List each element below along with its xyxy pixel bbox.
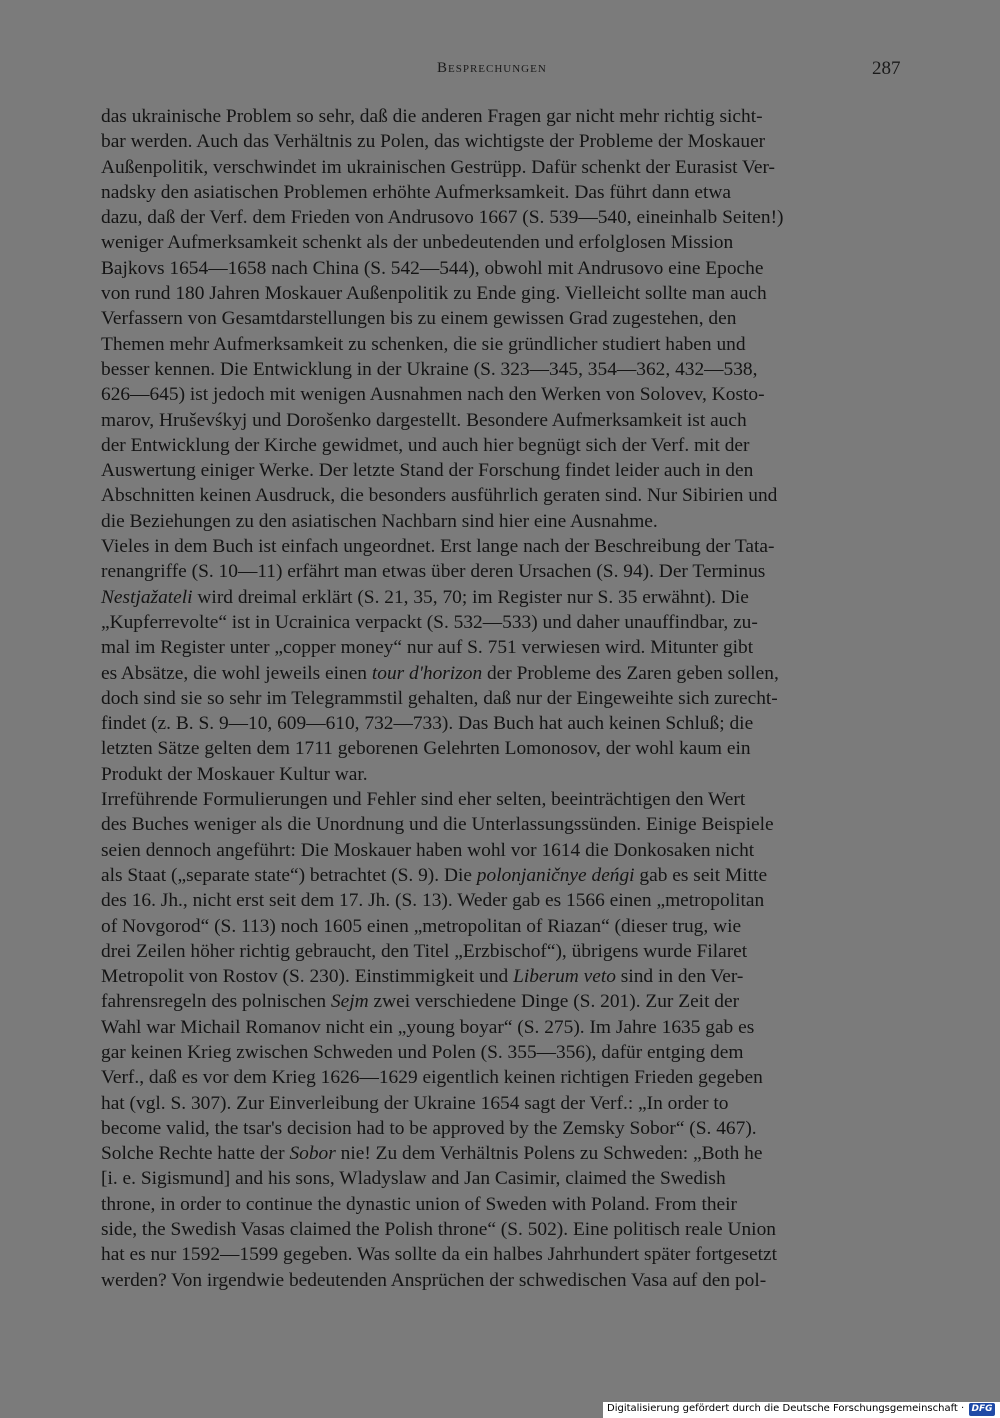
text-line: die Beziehungen zu den asiatischen Nachbarn sind hier eine Ausnahme.: [101, 510, 658, 532]
digitization-credit: Digitalisierung gefördert durch die Deutsche Forschungsgemeinschaft ·: [607, 1403, 965, 1414]
running-head: [0, 58, 1000, 84]
text-line: des 16. Jh., nicht erst seit dem 17. Jh. (S. 13). Weder gab es 1566 einen „metropolitan: [101, 890, 765, 912]
text-line: bar werden. Auch das Verhältnis zu Polen, das wichtigste der Probleme der Moskauer: [101, 131, 766, 153]
text-line: Produkt der Moskauer Kultur war.: [101, 763, 368, 785]
page-number: 287: [872, 58, 901, 79]
text-line: Solche Rechte hatte der Sobor nie! Zu dem Verhältnis Polens zu Schweden: „Both he: [101, 1143, 763, 1165]
text-line: hat es nur 1592—1599 gegeben. Was sollte da ein halbes Jahrhundert später fortgesetzt: [101, 1244, 778, 1266]
text-line: das ukrainische Problem so sehr, daß die anderen Fragen gar nicht mehr richtig sicht-: [101, 106, 763, 127]
text-line: weniger Aufmerksamkeit schenkt als der unbedeutenden und erfolglosen Mission: [101, 232, 734, 254]
text-line: fahrensregeln des polnischen Sejm zwei verschiedene Dinge (S. 201). Zur Zeit der: [101, 991, 740, 1013]
text-line: seien dennoch angeführt: Die Moskauer haben wohl vor 1614 die Donkosaken nicht: [101, 839, 755, 861]
text-line: nadsky den asiatischen Problemen erhöhte Aufmerksamkeit. Das führt dann etwa: [101, 181, 732, 203]
text-line: doch sind sie so sehr im Telegrammstil gehalten, daß nur der Eingeweihte sich zurecht-: [101, 687, 778, 709]
text-line: findet (z. B. S. 9—10, 609—610, 732—733). Das Buch hat auch keinen Schluß; die: [101, 713, 754, 735]
text-line: Vieles in dem Buch ist einfach ungeordnet. Erst lange nach der Beschreibung der Tata-: [101, 536, 775, 558]
text-line: letzten Sätze gelten dem 1711 geborenen Gelehrten Lomonosov, der wohl kaum ein: [101, 738, 751, 760]
text-line: „Kupferrevolte“ ist in Ucrainica verpackt (S. 532—533) und daher unauffindbar, zu-: [101, 611, 758, 633]
text-line: von rund 180 Jahren Moskauer Außenpolitik zu Ende ging. Vielleicht sollte man auch: [101, 283, 767, 305]
text-line: Irreführende Formulierungen und Fehler sind eher selten, beeinträchtigen den Wert: [101, 789, 746, 811]
body-text: [101, 104, 910, 1293]
text-line: Abschnitten keinen Ausdruck, die besonders ausführlich geraten sind. Nur Sibirien und: [101, 485, 778, 507]
text-line: dazu, daß der Verf. dem Frieden von Andrusovo 1667 (S. 539—540, eineinhalb Seiten!): [101, 207, 784, 229]
text-line: 626—645) ist jedoch mit wenigen Ausnahmen nach den Werken von Solovev, Kosto-: [101, 384, 765, 406]
text-line: marov, Hruševśkyj und Dorošenko dargestellt. Besondere Aufmerksamkeit ist auch: [101, 409, 747, 431]
text-line: throne, in order to continue the dynastic union of Sweden with Poland. From their: [101, 1193, 738, 1215]
text-line: es Absätze, die wohl jeweils einen tour d'horizon der Probleme des Zaren geben sollen,: [101, 662, 779, 684]
text-line: of Novgorod“ (S. 113) noch 1605 einen „metropolitan of Riazan“ (dieser trug, wie: [101, 915, 742, 937]
text-line: Wahl war Michail Romanov nicht ein „young boyar“ (S. 275). Im Jahre 1635 gab es: [101, 1016, 755, 1038]
text-line: Themen mehr Aufmerksamkeit zu schenken, die sie gründlicher studiert haben und: [101, 333, 746, 355]
text-line: mal im Register unter „copper money“ nur auf S. 751 verwiesen wird. Mitunter gibt: [101, 637, 754, 659]
text-line: Auswertung einiger Werke. Der letzte Stand der Forschung findet leider auch in den: [101, 460, 754, 482]
text-line: Verf., daß es vor dem Krieg 1626—1629 eigentlich keinen richtigen Frieden gegeben: [101, 1067, 763, 1089]
running-title: Besprechungen: [437, 60, 547, 76]
text-line: des Buches weniger als die Unordnung und die Unterlassungssünden. Einige Beispiele: [101, 814, 774, 836]
text-line: Bajkovs 1654—1658 nach China (S. 542—544), obwohl mit Andrusovo eine Epoche: [101, 257, 764, 279]
text-line: werden? Von irgendwie bedeutenden Ansprüchen der schwedischen Vasa auf den pol-: [101, 1269, 767, 1291]
text-line: Außenpolitik, verschwindet im ukrainischen Gestrüpp. Dafür schenkt der Eurasist Ver-: [101, 156, 775, 178]
dfg-logo: DFG: [969, 1403, 995, 1416]
text-line: renangriffe (S. 10—11) erfährt man etwas über deren Ursachen (S. 94). Der Terminus: [101, 561, 766, 583]
text-line: als Staat („separate state“) betrachtet (S. 9). Die polonjaničnye deńgi gab es seit Mitte: [101, 864, 768, 886]
text-line: der Entwicklung der Kirche gewidmet, und auch hier begnügt sich der Verf. mit der: [101, 434, 750, 456]
text-line: besser kennen. Die Entwicklung in der Ukraine (S. 323—345, 354—362, 432—538,: [101, 358, 758, 380]
digitization-credit-bar: [603, 1402, 1000, 1418]
text-line: drei Zeilen höher richtig gebraucht, den Titel „Erzbischof“), übrigens wurde Filaret: [101, 940, 748, 962]
text-line: hat (vgl. S. 307). Zur Einverleibung der Ukraine 1654 sagt der Verf.: „In order to: [101, 1092, 729, 1114]
text-line: gar keinen Krieg zwischen Schweden und Polen (S. 355—356), dafür entging dem: [101, 1041, 744, 1063]
text-line: become valid, the tsar's decision had to be approved by the Zemsky Sobor“ (S. 467).: [101, 1117, 757, 1139]
text-line: Verfassern von Gesamtdarstellungen bis zu einem gewissen Grad zugestehen, den: [101, 308, 737, 330]
text-line: [i. e. Sigismund] and his sons, Wladyslaw and Jan Casimir, claimed the Swedish: [101, 1168, 726, 1190]
text-line: Metropolit von Rostov (S. 230). Einstimmigkeit und Liberum veto sind in den Ver-: [101, 966, 744, 988]
text-line: side, the Swedish Vasas claimed the Polish throne“ (S. 502). Eine politisch reale Union: [101, 1219, 776, 1241]
text-line: Nestjažateli wird dreimal erklärt (S. 21, 35, 70; im Register nur S. 35 erwähnt). Die: [101, 586, 749, 608]
